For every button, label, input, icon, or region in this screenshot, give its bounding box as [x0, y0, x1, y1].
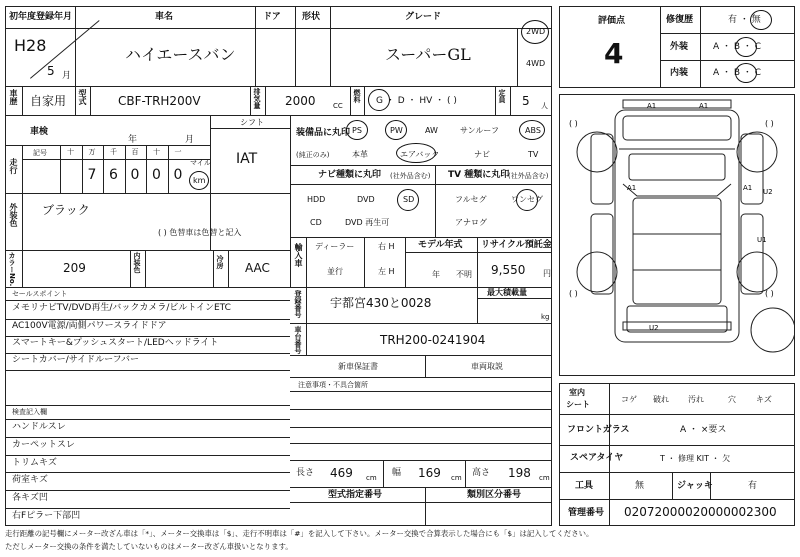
equipment-item: 本革 — [352, 150, 368, 159]
use-value: 自家用 — [30, 94, 67, 108]
equipment-item: TV — [528, 150, 539, 159]
mileage-digit: 6 — [109, 167, 118, 183]
recycle-label: リサイクル預託金 — [481, 240, 552, 250]
mileage-unit: 万 — [88, 148, 96, 156]
mile-label: マイル — [190, 159, 211, 167]
cc-unit: CC — [333, 102, 343, 110]
notes-label: 注意事項・不具合箇所 — [298, 381, 368, 389]
jack-value: 有 — [748, 481, 758, 491]
tv-oneseg: ワンセグ — [511, 195, 543, 204]
person-unit: 人 — [541, 102, 548, 110]
first-reg-month: 5 — [47, 64, 55, 78]
shift-label: シフト — [240, 118, 264, 127]
spare-tire-value: T ・ 修理 KIT ・ 欠 — [660, 454, 731, 463]
seat-option: 穴 — [728, 395, 736, 404]
diagram-paren-tl: ( ) — [569, 119, 578, 128]
navi-title: ナビ種類に丸印 — [318, 170, 382, 180]
navi-sd-circle — [397, 189, 419, 211]
navi-dvd: DVD — [357, 195, 375, 204]
use-label: 車歴 — [9, 89, 18, 105]
car-name-value: ハイエースバン — [125, 45, 236, 64]
import-left-h: 左 H — [378, 267, 395, 276]
month-unit: 月 — [62, 71, 72, 81]
tools-label: 工具 — [575, 481, 594, 491]
vehicle-manual: 車両取説 — [471, 362, 503, 371]
mileage-digit: 0 — [130, 167, 140, 183]
equipment-subtitle: (純正のみ) — [296, 151, 330, 159]
main-form-frame — [5, 6, 552, 526]
car-damage-diagram — [559, 94, 795, 376]
import-right-h: 右 H — [378, 242, 395, 251]
length-label: 長さ — [296, 468, 315, 478]
navi-note: (社外品含む) — [390, 172, 431, 180]
diagram-u2-right: U2 — [763, 188, 773, 196]
width-label: 幅 — [392, 468, 402, 478]
repair-none-circle — [750, 10, 772, 30]
diagram-paren-bl: ( ) — [569, 289, 578, 298]
equipment-circle — [385, 120, 407, 140]
fuel-label: 燃料 — [353, 89, 361, 103]
displacement-label: 排気量 — [253, 88, 261, 109]
repair-label: 修復歴 — [666, 15, 694, 25]
height-cm: cm — [539, 474, 550, 482]
diagram-paren-tr: ( ) — [765, 119, 774, 128]
color-no-label: カラーNo. — [8, 252, 16, 287]
mileage-unit: 十 — [153, 148, 160, 156]
color-note: ( ) 色替車は色替と記入 — [158, 228, 242, 237]
equipment-circle — [346, 120, 368, 140]
max-load-kg: kg — [541, 313, 550, 321]
sales-point-line: メモリナビTV/DVD再生/バックカメラ/ビルトインETC — [12, 303, 231, 313]
inspection-month: 月 — [185, 135, 195, 145]
color-value: ブラック — [42, 203, 90, 217]
inspection-label: 車検 — [30, 127, 49, 137]
score-value: 4 — [604, 37, 624, 70]
equipment-title: 装備品に丸印 — [296, 128, 351, 138]
model-year-unit: 年 — [432, 270, 440, 279]
tv-oneseg-circle — [516, 189, 538, 211]
fuel-options: G ・ D ・ HV ・ ( ) — [376, 96, 457, 106]
airbag-circle — [396, 143, 436, 163]
registration-label: 登録番号 — [294, 290, 302, 318]
exterior-abc: A ・ B ・ C — [713, 42, 762, 52]
score-label: 評価点 — [598, 16, 626, 26]
interior-b-circle — [735, 63, 757, 83]
navi-sd: SD — [403, 195, 415, 204]
chassis-value: TRH200-0241904 — [380, 333, 486, 347]
diagram-paren-br: ( ) — [765, 289, 774, 298]
inspector-note: トリムキズ — [12, 457, 57, 468]
new-car-warranty: 新車保証書 — [338, 362, 378, 371]
diagram-a1-left: A1 — [627, 184, 637, 192]
model-year-label: モデル年式 — [418, 240, 463, 250]
mileage-label: 走行 — [9, 158, 18, 174]
grade-label: グレード — [405, 12, 442, 22]
diagram-u1: U1 — [757, 236, 767, 244]
car-name-label: 車名 — [155, 12, 174, 22]
interior-label: 内装 — [670, 68, 689, 78]
recycle-yen: 円 — [543, 269, 551, 278]
jack-label: ジャッキ — [677, 481, 713, 491]
mileage-unit: 十 — [67, 148, 74, 156]
displacement-value: 2000 — [285, 94, 316, 108]
footer-line-2: ただしメーター交換の条件を満たしていないものはメーター改ざん車扱いとなります。 — [5, 542, 293, 551]
sales-point-line: スマートキー&プッシュスタート/LEDヘッドライト — [12, 338, 219, 348]
equipment-item: ナビ — [474, 150, 490, 159]
length-cm: cm — [366, 474, 377, 482]
model-year-unknown: 不明 — [456, 270, 472, 279]
capacity-value: 5 — [522, 94, 530, 108]
diagram-a1-right: A1 — [743, 184, 753, 192]
navi-hdd: HDD — [307, 195, 326, 204]
height-label: 高さ — [472, 468, 491, 478]
registration-value: 宇都宮430と0028 — [330, 296, 432, 310]
grade-value: スーパーGL — [385, 45, 471, 64]
diagram-a1-top: A1 — [647, 102, 657, 110]
door-label: ドア — [263, 12, 281, 22]
exterior-label: 外装 — [670, 42, 689, 52]
equipment-item: AW — [425, 126, 438, 135]
navi-dvd-play: DVD 再生可 — [345, 218, 390, 227]
inspector-label: 検査記入欄 — [12, 408, 47, 416]
repair-options: 有 ・ 無 — [728, 15, 761, 25]
inspector-note: 荷室キズ — [12, 475, 48, 486]
mileage-unit: 一 — [174, 148, 182, 156]
interior-seat-label-1: 室内 — [569, 388, 585, 397]
shift-value: IAT — [236, 151, 258, 167]
interior-color-label: 内装色 — [133, 252, 141, 273]
color-no-value: 209 — [63, 261, 86, 275]
equipment-item: PS — [352, 126, 362, 135]
equipment-item: エアバック — [400, 150, 440, 159]
seat-option: キズ — [756, 395, 772, 404]
front-glass-label: フロントガラス — [567, 425, 630, 435]
diagram-a1-top-right: A1 — [699, 102, 709, 110]
inspector-note: 右Fピラー下部凹 — [12, 511, 81, 521]
length-value: 469 — [330, 466, 353, 480]
sales-point-line: AC100V電源/両側パワースライドドア — [12, 321, 167, 331]
spare-tire-label: スペアタイヤ — [570, 453, 624, 463]
drive-2wd: 2WD — [526, 27, 546, 36]
chassis-label: 車台番号 — [294, 326, 302, 354]
import-label: 輸入車 — [294, 243, 303, 267]
footer-line-1: 走行距離の記号欄にメーター改ざん車は「*」、メーター交換車は「$」、走行不明車は「#」を記入して下さい。メーター交換で合算表示した場合にも「$」は記入してください。 — [5, 529, 594, 538]
width-cm: cm — [451, 474, 462, 482]
control-number-label: 管理番号 — [568, 508, 605, 518]
seat-option: 破れ — [653, 395, 669, 404]
equipment-item: サンルーフ — [460, 126, 499, 135]
inspection-year: 年 — [128, 135, 138, 145]
ac-label: 冷房 — [216, 255, 224, 269]
seat-option: コゲ — [621, 395, 637, 404]
drive-4wd: 4WD — [526, 59, 546, 68]
navi-cd: CD — [310, 218, 322, 227]
ac-value: AAC — [245, 261, 270, 275]
first-reg-era: H28 — [14, 36, 47, 55]
class-number-label: 類別区分番号 — [467, 490, 522, 500]
equipment-circle — [519, 120, 545, 140]
exterior-b-circle — [735, 37, 757, 57]
interior-seat-label-2: シート — [566, 400, 590, 409]
sales-label: セールスポイント — [12, 290, 68, 298]
mileage-digit: 0 — [173, 167, 183, 183]
type-number-label: 型式指定番号 — [328, 490, 383, 500]
front-glass-value: A ・ ×要ス — [680, 425, 727, 435]
tv-analog: アナログ — [455, 218, 487, 227]
first-reg-label: 初年度登録年月 — [9, 12, 73, 22]
inspector-note: ハンドルスレ — [12, 422, 66, 432]
mileage-digit: 0 — [152, 167, 161, 183]
inspector-note: 各キズ凹 — [12, 493, 48, 504]
max-load-label: 最大積載量 — [487, 288, 527, 297]
interior-abc: A ・ B ・ C — [713, 68, 762, 78]
shape-label: 形状 — [302, 12, 321, 22]
color-label: 外装色 — [9, 203, 18, 227]
km-label: km — [193, 176, 206, 185]
fuel-g-circle — [368, 89, 390, 111]
width-value: 169 — [418, 466, 441, 480]
tv-fullseg: フルセグ — [455, 195, 487, 204]
height-value: 198 — [508, 466, 531, 480]
mileage-unit: 百 — [131, 148, 139, 156]
equipment-item: ABS — [525, 126, 541, 135]
recycle-value: 9,550 — [491, 263, 526, 277]
mileage-unit: 千 — [110, 148, 117, 156]
tools-value: 無 — [635, 481, 645, 491]
seat-option: 汚れ — [688, 395, 704, 404]
equipment-item: PW — [390, 126, 403, 135]
model-label: 型式 — [78, 89, 87, 105]
mileage-symbol-label: 記号 — [33, 149, 47, 157]
inspector-note: カーペットスレ — [12, 439, 75, 450]
tv-title: TV 種類に丸印 — [448, 170, 510, 180]
import-dealer: ディーラー — [315, 242, 355, 251]
sales-point-line: シートカバー/サイドルーフバー — [12, 355, 139, 365]
import-parallel: 並行 — [327, 267, 343, 276]
model-value: CBF-TRH200V — [118, 94, 201, 108]
diagram-u2-bottom: U2 — [649, 324, 659, 332]
control-number-value: 02072000020000002300 — [624, 505, 777, 519]
mileage-digit: 7 — [87, 167, 97, 183]
tv-note: (社外品含む) — [508, 172, 549, 180]
capacity-label: 定員 — [498, 89, 506, 103]
